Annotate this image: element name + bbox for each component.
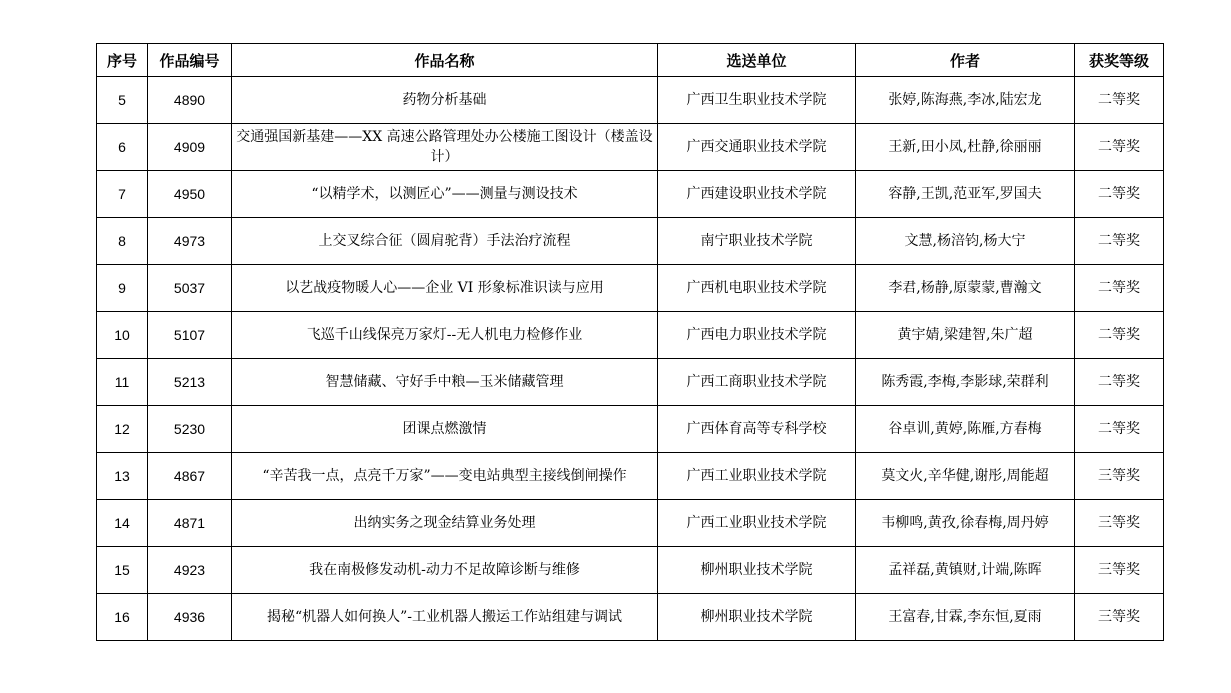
cell-authors: 李君,杨静,原蒙蒙,曹瀚文 xyxy=(856,265,1075,312)
cell-unit: 广西工业职业技术学院 xyxy=(658,453,856,500)
header-row xyxy=(97,44,1164,77)
table-row xyxy=(97,124,1164,171)
cell-work-title: “辛苦我一点，点亮千万家”——变电站典型主接线倒闸操作 xyxy=(232,453,658,500)
header-work-id: 作品编号 xyxy=(148,44,232,77)
cell-work-title: 智慧储藏、守好手中粮—玉米储藏管理 xyxy=(232,359,658,406)
cell-authors: 谷卓训,黄婷,陈雁,方春梅 xyxy=(856,406,1075,453)
cell-award: 二等奖 xyxy=(1075,359,1164,406)
table-header xyxy=(97,44,1164,77)
cell-award: 二等奖 xyxy=(1075,312,1164,359)
header-work-title: 作品名称 xyxy=(232,44,658,77)
cell-award: 二等奖 xyxy=(1075,406,1164,453)
cell-authors: 孟祥磊,黄镇财,计端,陈晖 xyxy=(856,547,1075,594)
cell-unit: 广西工商职业技术学院 xyxy=(658,359,856,406)
cell-work-title: 我在南极修发动机-动力不足故障诊断与维修 xyxy=(232,547,658,594)
cell-unit: 广西建设职业技术学院 xyxy=(658,171,856,218)
table-row xyxy=(97,77,1164,124)
cell-seq: 5 xyxy=(97,77,148,124)
cell-award: 二等奖 xyxy=(1075,77,1164,124)
cell-seq: 15 xyxy=(97,547,148,594)
cell-work-id: 4867 xyxy=(148,453,232,500)
cell-seq: 14 xyxy=(97,500,148,547)
cell-award: 三等奖 xyxy=(1075,547,1164,594)
cell-seq: 8 xyxy=(97,218,148,265)
table-row xyxy=(97,265,1164,312)
header-seq: 序号 xyxy=(97,44,148,77)
cell-authors: 文慧,杨涪钧,杨大宁 xyxy=(856,218,1075,265)
cell-authors: 张婷,陈海燕,李冰,陆宏龙 xyxy=(856,77,1075,124)
cell-authors: 黄宇婧,梁建智,朱广超 xyxy=(856,312,1075,359)
table-row xyxy=(97,594,1164,641)
cell-authors: 王富春,甘霖,李东恒,夏雨 xyxy=(856,594,1075,641)
table-row xyxy=(97,312,1164,359)
header-unit: 选送单位 xyxy=(658,44,856,77)
cell-unit: 南宁职业技术学院 xyxy=(658,218,856,265)
cell-seq: 7 xyxy=(97,171,148,218)
cell-award: 三等奖 xyxy=(1075,594,1164,641)
cell-award: 二等奖 xyxy=(1075,124,1164,171)
cell-work-title: 出纳实务之现金结算业务处理 xyxy=(232,500,658,547)
cell-authors: 陈秀霞,李梅,李影球,荣群利 xyxy=(856,359,1075,406)
cell-authors: 韦柳鸣,黄孜,徐春梅,周丹婷 xyxy=(856,500,1075,547)
awards-table xyxy=(96,43,1164,641)
cell-unit: 广西体育高等专科学校 xyxy=(658,406,856,453)
cell-award: 二等奖 xyxy=(1075,171,1164,218)
cell-unit: 广西交通职业技术学院 xyxy=(658,124,856,171)
cell-seq: 13 xyxy=(97,453,148,500)
cell-work-id: 5107 xyxy=(148,312,232,359)
cell-seq: 11 xyxy=(97,359,148,406)
cell-work-title: 交通强国新基建——XX 高速公路管理处办公楼施工图设计（楼盖设计） xyxy=(232,124,658,171)
cell-award: 三等奖 xyxy=(1075,453,1164,500)
cell-work-id: 5213 xyxy=(148,359,232,406)
header-award: 获奖等级 xyxy=(1075,44,1164,77)
cell-work-title: 飞巡千山线保亮万家灯--无人机电力检修作业 xyxy=(232,312,658,359)
table-row xyxy=(97,453,1164,500)
table-row xyxy=(97,218,1164,265)
cell-award: 二等奖 xyxy=(1075,265,1164,312)
header-authors: 作者 xyxy=(856,44,1075,77)
cell-work-id: 4923 xyxy=(148,547,232,594)
cell-work-title: 药物分析基础 xyxy=(232,77,658,124)
cell-work-title: 上交叉综合征（圆肩驼背）手法治疗流程 xyxy=(232,218,658,265)
cell-unit: 广西机电职业技术学院 xyxy=(658,265,856,312)
cell-seq: 6 xyxy=(97,124,148,171)
cell-work-id: 4890 xyxy=(148,77,232,124)
cell-unit: 柳州职业技术学院 xyxy=(658,547,856,594)
table-row xyxy=(97,500,1164,547)
cell-unit: 广西电力职业技术学院 xyxy=(658,312,856,359)
cell-work-title: 团课点燃激情 xyxy=(232,406,658,453)
table-row xyxy=(97,359,1164,406)
cell-unit: 广西卫生职业技术学院 xyxy=(658,77,856,124)
cell-work-id: 5037 xyxy=(148,265,232,312)
cell-award: 二等奖 xyxy=(1075,218,1164,265)
table-row xyxy=(97,406,1164,453)
cell-work-title: 揭秘“机器人如何换人”-工业机器人搬运工作站组建与调试 xyxy=(232,594,658,641)
table-row xyxy=(97,547,1164,594)
cell-seq: 10 xyxy=(97,312,148,359)
cell-work-id: 4936 xyxy=(148,594,232,641)
table-body xyxy=(97,77,1164,641)
cell-seq: 16 xyxy=(97,594,148,641)
cell-work-id: 4973 xyxy=(148,218,232,265)
cell-work-title: 以艺战疫物暖人心——企业 VI 形象标准识读与应用 xyxy=(232,265,658,312)
cell-work-title: “以精学术，以测匠心”——测量与测设技术 xyxy=(232,171,658,218)
cell-award: 三等奖 xyxy=(1075,500,1164,547)
cell-unit: 广西工业职业技术学院 xyxy=(658,500,856,547)
cell-seq: 9 xyxy=(97,265,148,312)
cell-seq: 12 xyxy=(97,406,148,453)
cell-authors: 容静,王凯,范亚军,罗国夫 xyxy=(856,171,1075,218)
table-row xyxy=(97,171,1164,218)
cell-work-id: 4909 xyxy=(148,124,232,171)
cell-work-id: 4871 xyxy=(148,500,232,547)
cell-authors: 王新,田小凤,杜静,徐丽丽 xyxy=(856,124,1075,171)
cell-work-id: 5230 xyxy=(148,406,232,453)
cell-work-id: 4950 xyxy=(148,171,232,218)
cell-authors: 莫文火,辛华健,谢彤,周能超 xyxy=(856,453,1075,500)
cell-unit: 柳州职业技术学院 xyxy=(658,594,856,641)
